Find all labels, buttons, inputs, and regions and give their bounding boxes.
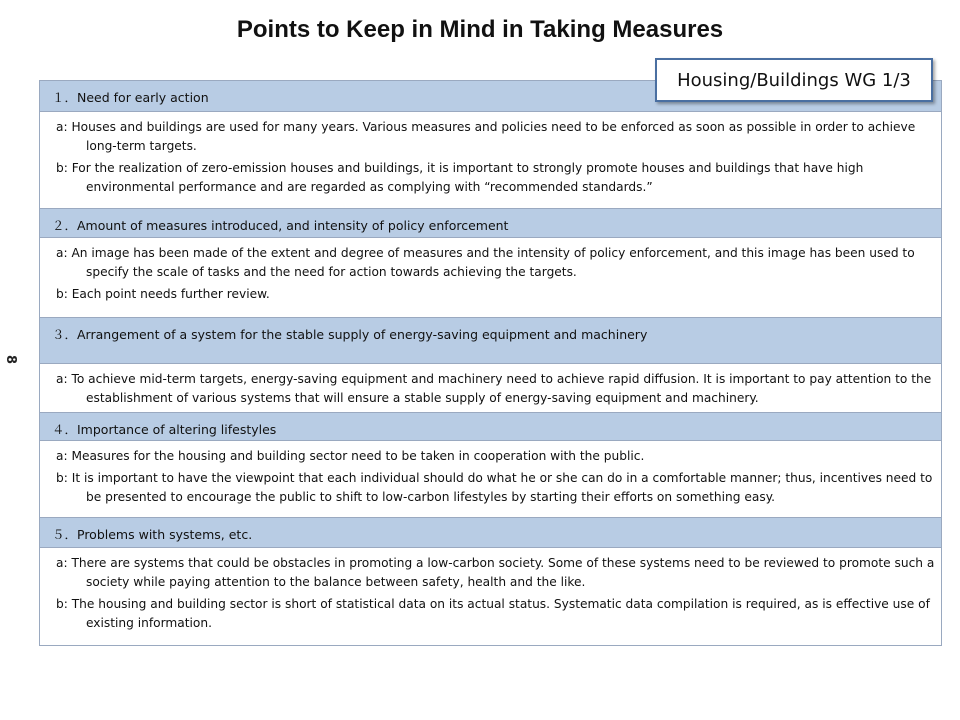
section-body (40, 112, 941, 208)
item-marker: b: (56, 287, 68, 301)
measures-table (39, 80, 942, 646)
section-body (40, 238, 941, 317)
list-item (48, 244, 935, 282)
list-item (48, 159, 935, 197)
section-heading: ３．Arrangement of a system for the stable supply of energy-saving equipment and machinery (40, 317, 941, 364)
list-item (48, 595, 935, 633)
item-text: For the realization of zero-emission houses and buildings, it is important to strongly promote houses and buildings that have high environmental performance and are regarded as complying with “recommended standards.” (71, 161, 864, 194)
section-body (40, 548, 941, 645)
section-heading: ４．Importance of altering lifestyles (40, 412, 941, 441)
list-item (48, 554, 935, 592)
list-item (48, 285, 935, 304)
section-heading: ２．Amount of measures introduced, and intensity of policy enforcement (40, 208, 941, 238)
section-body (40, 441, 941, 517)
section-body (40, 364, 941, 412)
item-marker: a: (56, 120, 68, 134)
item-marker: a: (56, 246, 68, 260)
list-item (48, 370, 935, 408)
working-group-badge: Housing/Buildings WG 1/3 (655, 58, 933, 102)
item-marker: a: (56, 449, 68, 463)
item-marker: b: (56, 597, 68, 611)
item-text: The housing and building sector is short of statistical data on its actual status. Systematic data compilation is required, as is effective use of existing information. (71, 597, 930, 630)
item-marker: b: (56, 161, 68, 175)
section-heading: ５．Problems with systems, etc. (40, 517, 941, 548)
item-text: There are systems that could be obstacles in promoting a low-carbon society. Some of these systems need to be reviewed to promote such a society while paying attention to the balance between safety, health and the like. (71, 556, 935, 589)
item-text: Houses and buildings are used for many years. Various measures and policies need to be enforced as soon as possible in order to achieve long-term targets. (71, 120, 916, 153)
item-text: It is important to have the viewpoint that each individual should do what he or she can do in a comfortable manner; thus, incentives need to be presented to encourage the public to shift to low-carbon lifestyles by starting their efforts on something easy. (71, 471, 933, 504)
item-text: Each point needs further review. (71, 287, 270, 301)
item-marker: b: (56, 471, 68, 485)
page-side-mark: 8 (3, 354, 19, 365)
section-heading: １．Need for early action (40, 81, 941, 112)
item-text: An image has been made of the extent and degree of measures and the intensity of policy enforcement, and this image has been used to specify the scale of tasks and the need for action towards achieving the targets. (71, 246, 915, 279)
list-item (48, 469, 935, 507)
item-text: To achieve mid-term targets, energy-saving equipment and machinery need to achieve rapid diffusion. It is important to pay attention to the establishment of various systems that will ensure a stable supply of energy-saving equipment and machinery. (71, 372, 932, 405)
item-marker: a: (56, 372, 68, 386)
item-text: Measures for the housing and building sector need to be taken in cooperation with the public. (71, 449, 645, 463)
list-item (48, 118, 935, 156)
list-item (48, 447, 935, 466)
page-title: Points to Keep in Mind in Taking Measures (236, 16, 724, 43)
item-marker: a: (56, 556, 68, 570)
